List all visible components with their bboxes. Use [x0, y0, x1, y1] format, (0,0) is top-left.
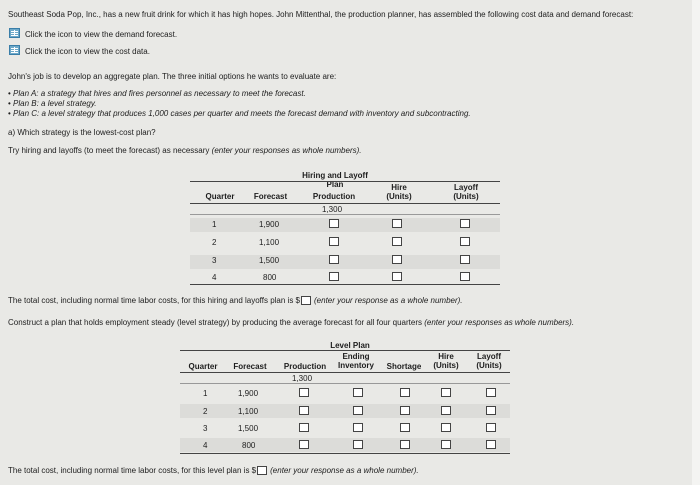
- ending-inventory-input[interactable]: [353, 423, 363, 432]
- hire-input[interactable]: [392, 255, 402, 264]
- total-level-text: The total cost, including normal time labor costs, for this level plan is $: [8, 466, 257, 475]
- level-hint: (enter your responses as whole numbers).: [424, 318, 575, 327]
- hire-input[interactable]: [392, 272, 402, 281]
- cost-link[interactable]: Click the icon to view the cost data.: [25, 47, 150, 56]
- layoff-input[interactable]: [486, 406, 496, 415]
- job-description: John's job is to develop an aggregate plan. The three initial options he wants to evaluate are:: [8, 72, 337, 81]
- initial-production: 1,300: [322, 205, 343, 214]
- shortage-input[interactable]: [400, 388, 410, 397]
- total-level-hint: (enter your response as a whole number).: [270, 466, 419, 475]
- col-production: Production: [283, 362, 327, 371]
- forecast-cell: 1,500: [259, 256, 280, 265]
- initial-production: 1,300: [292, 374, 313, 383]
- quarter-cell: 2: [212, 238, 217, 247]
- ending-inventory-input[interactable]: [353, 406, 363, 415]
- col-hire: Hire (Units): [386, 183, 412, 201]
- total-hire-hint: (enter your response as a whole number).: [314, 296, 463, 305]
- cost-table-icon[interactable]: [9, 45, 20, 55]
- level-row-stripe: [180, 404, 510, 418]
- level-table-bottom-rule: [180, 453, 510, 454]
- col-ending-inventory: Ending Inventory: [337, 352, 374, 370]
- level-table-title: Level Plan: [330, 341, 370, 350]
- total-cost-hiring: [8, 296, 463, 305]
- try-hint: (enter your responses as whole numbers).: [211, 146, 362, 155]
- hiring-table-header-rule: [190, 203, 500, 204]
- layoff-input[interactable]: [486, 423, 496, 432]
- hire-input[interactable]: [392, 237, 402, 246]
- demand-table-icon[interactable]: [9, 28, 20, 38]
- layoff-input[interactable]: [460, 255, 470, 264]
- layoff-input[interactable]: [486, 388, 496, 397]
- hiring-table-top-rule: [190, 181, 500, 182]
- hire-input[interactable]: [392, 219, 402, 228]
- forecast-cell: 1,500: [238, 424, 259, 433]
- layoff-input[interactable]: [460, 272, 470, 281]
- intro-text: Southeast Soda Pop, Inc., has a new fruit drink for which it has high hopes. John Mittenthal, the production planner, has assembled the following cost data and demand forecast:: [8, 10, 634, 19]
- forecast-cell: 1,900: [238, 389, 259, 398]
- forecast-cell: 1,100: [238, 407, 259, 416]
- quarter-cell: 4: [212, 273, 217, 282]
- hiring-table-title: Hiring and Layoff Plan: [302, 171, 368, 189]
- col-production: Production: [312, 192, 356, 201]
- hiring-table-bottom-rule: [190, 284, 500, 285]
- forecast-cell: 1,100: [259, 238, 280, 247]
- ending-inventory-input[interactable]: [353, 388, 363, 397]
- layoff-input[interactable]: [486, 440, 496, 449]
- quarter-cell: 3: [212, 256, 217, 265]
- try-instruction: [8, 146, 362, 155]
- quarter-cell: 1: [203, 389, 208, 398]
- scroll-edge: [692, 0, 700, 485]
- level-row-stripe: [180, 438, 510, 452]
- production-input[interactable]: [329, 219, 339, 228]
- quarter-cell: 2: [203, 407, 208, 416]
- quarter-cell: 3: [203, 424, 208, 433]
- forecast-cell: 800: [263, 273, 277, 282]
- level-table-header-rule: [180, 372, 510, 373]
- plan-c: • Plan C: a level strategy that produces 1,000 cases per quarter and meets the forecast demand with inventory and subcontracting.: [8, 109, 471, 118]
- col-quarter: Quarter: [188, 362, 218, 371]
- level-table-init-rule: [180, 383, 510, 384]
- hire-input[interactable]: [441, 406, 451, 415]
- quarter-cell: 1: [212, 220, 217, 229]
- shortage-input[interactable]: [400, 423, 410, 432]
- production-input[interactable]: [329, 255, 339, 264]
- layoff-input[interactable]: [460, 219, 470, 228]
- demand-link[interactable]: Click the icon to view the demand forecast.: [25, 30, 178, 39]
- total-hire-text: The total cost, including normal time labor costs, for this hiring and layoffs plan is $: [8, 296, 300, 305]
- production-input[interactable]: [299, 440, 309, 449]
- total-cost-level: [8, 466, 419, 475]
- hire-input[interactable]: [441, 423, 451, 432]
- production-input[interactable]: [329, 272, 339, 281]
- forecast-cell: 800: [242, 441, 256, 450]
- col-quarter: Quarter: [205, 192, 235, 201]
- plan-a-text: Plan A: a strategy that hires and fires personnel as necessary to meet the forecast.: [13, 89, 306, 98]
- hire-input[interactable]: [441, 388, 451, 397]
- hiring-row-stripe: [190, 218, 500, 232]
- production-input[interactable]: [299, 406, 309, 415]
- level-instruction: [8, 318, 574, 327]
- question-a: a) Which strategy is the lowest-cost plan?: [8, 128, 156, 137]
- col-forecast: Forecast: [253, 192, 288, 201]
- quarter-cell: 4: [203, 441, 208, 450]
- ending-inventory-input[interactable]: [353, 440, 363, 449]
- production-input[interactable]: [299, 423, 309, 432]
- hire-input[interactable]: [441, 440, 451, 449]
- col-layoff: Layoff (Units): [476, 352, 502, 370]
- total-cost-level-input[interactable]: [257, 466, 267, 475]
- plan-b-text: Plan B: a level strategy.: [13, 99, 97, 108]
- level-main: Construct a plan that holds employment steady (level strategy) by producing the average forecast for all four quarters: [8, 318, 425, 327]
- col-hire: Hire (Units): [433, 352, 459, 370]
- production-input[interactable]: [329, 237, 339, 246]
- hiring-row-stripe: [190, 255, 500, 269]
- shortage-input[interactable]: [400, 440, 410, 449]
- plan-b: • Plan B: a level strategy.: [8, 99, 97, 108]
- layoff-input[interactable]: [460, 237, 470, 246]
- forecast-cell: 1,900: [259, 220, 280, 229]
- level-table-top-rule: [180, 350, 510, 351]
- total-cost-hiring-input[interactable]: [301, 296, 311, 305]
- hiring-table-init-rule: [190, 214, 500, 215]
- col-layoff: Layoff (Units): [453, 183, 479, 201]
- try-main: Try hiring and layoffs (to meet the forecast) as necessary: [8, 146, 212, 155]
- shortage-input[interactable]: [400, 406, 410, 415]
- col-shortage: Shortage: [386, 362, 422, 371]
- col-forecast: Forecast: [233, 362, 267, 371]
- plan-a: • Plan A: a strategy that hires and fires personnel as necessary to meet the forecast.: [8, 89, 306, 98]
- plan-c-text: Plan C: a level strategy that produces 1,000 cases per quarter and meets the forecast demand with inventory and subcontracting.: [13, 109, 471, 118]
- production-input[interactable]: [299, 388, 309, 397]
